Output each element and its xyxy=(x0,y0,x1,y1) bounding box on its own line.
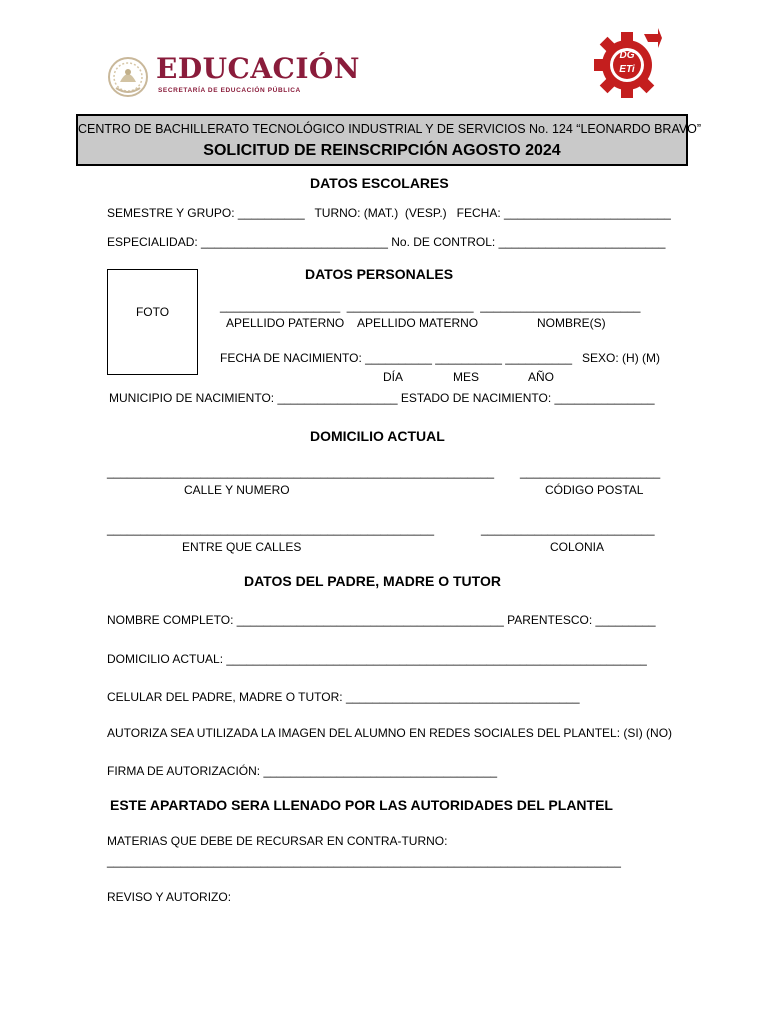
row-fecha-nacimiento-sexo[interactable]: FECHA DE NACIMIENTO: __________ __________ __________ SEXO: (H) (M) xyxy=(220,351,661,365)
label-entre-calles: ENTRE QUE CALLES xyxy=(182,540,302,554)
label-apellido-materno: APELLIDO MATERNO xyxy=(357,316,479,330)
row-autoriza-imagen[interactable]: AUTORIZA SEA UTILIZADA LA IMAGEN DEL ALUMNO EN REDES SOCIALES DEL PLANTEL: (SI) (NO) xyxy=(107,726,673,740)
row-nombre-parentesco[interactable]: NOMBRE COMPLETO: ________________________________________ PARENTESCO: _________ xyxy=(107,613,656,627)
label-reviso-autorizo: REVISO Y AUTORIZO: xyxy=(107,890,232,904)
badge-text-top: DG xyxy=(619,50,635,61)
logo-title: EDUCACIÓN xyxy=(156,52,360,85)
section-heading-datos-personales: DATOS PERSONALES xyxy=(305,266,454,282)
coat-of-arms-icon xyxy=(106,52,150,102)
photo-label: FOTO xyxy=(135,305,170,319)
row-semestre-turno-fecha[interactable]: SEMESTRE Y GRUPO: __________ TURNO: (MAT.) (VESP.) FECHA: _________________________ xyxy=(107,206,671,220)
line-entre-calles[interactable]: _________________________________________________ xyxy=(107,522,435,536)
dgeti-logo xyxy=(592,26,662,104)
name-fields-lines[interactable]: __________________ ___________________ ________________________ xyxy=(220,299,641,313)
badge-text-bottom: ETi xyxy=(619,64,635,75)
label-nombres: NOMBRE(S) xyxy=(537,316,606,330)
section-heading-autoridades: ESTE APARTADO SERA LLENADO POR LAS AUTORIDADES DEL PLANTEL xyxy=(110,797,613,813)
line-calle-numero[interactable]: __________________________________________________________ xyxy=(107,465,495,479)
line-materias-recursar[interactable]: _____________________________________________________________________________ xyxy=(107,854,621,868)
title-box xyxy=(76,114,702,166)
sep-logo xyxy=(106,50,360,106)
line-colonia[interactable]: __________________________ xyxy=(481,522,655,536)
label-materias-recursar: MATERIAS QUE DEBE DE RECURSAR EN CONTRA-TURNO: xyxy=(107,834,448,848)
logo-subtitle: SECRETARÍA DE EDUCACIÓN PÚBLICA xyxy=(158,87,301,94)
label-codigo-postal: CÓDIGO POSTAL xyxy=(545,483,644,497)
row-celular-tutor[interactable]: CELULAR DEL PADRE, MADRE O TUTOR: ___________________________________ xyxy=(107,690,580,704)
row-especialidad-control[interactable]: ESPECIALIDAD: ____________________________ No. DE CONTROL: _________________________ xyxy=(107,235,666,249)
section-heading-domicilio: DOMICILIO ACTUAL xyxy=(310,428,445,444)
photo-box[interactable] xyxy=(107,269,198,375)
label-apellido-paterno: APELLIDO PATERNO xyxy=(226,316,345,330)
section-heading-datos-escolares: DATOS ESCOLARES xyxy=(310,175,449,191)
label-colonia: COLONIA xyxy=(550,540,605,554)
row-domicilio-tutor[interactable]: DOMICILIO ACTUAL: _______________________________________________________________ xyxy=(107,652,647,666)
label-anio: AÑO xyxy=(528,370,555,384)
row-municipio-estado[interactable]: MUNICIPIO DE NACIMIENTO: __________________ ESTADO DE NACIMIENTO: _______________ xyxy=(109,391,655,405)
section-heading-tutor: DATOS DEL PADRE, MADRE O TUTOR xyxy=(244,573,501,589)
form-title: SOLICITUD DE REINSCRIPCIÓN AGOSTO 2024 xyxy=(203,142,561,159)
label-mes: MES xyxy=(453,370,480,384)
institution-name: CENTRO DE BACHILLERATO TECNOLÓGICO INDUSTRIAL Y DE SERVICIOS No. 124 “LEONARDO BRAVO” xyxy=(78,122,702,136)
line-codigo-postal[interactable]: _____________________ xyxy=(520,465,661,479)
label-calle-numero: CALLE Y NUMERO xyxy=(184,483,290,497)
label-dia: DÍA xyxy=(383,370,404,384)
row-firma-autorizacion[interactable]: FIRMA DE AUTORIZACIÓN: ___________________________________ xyxy=(107,764,498,778)
